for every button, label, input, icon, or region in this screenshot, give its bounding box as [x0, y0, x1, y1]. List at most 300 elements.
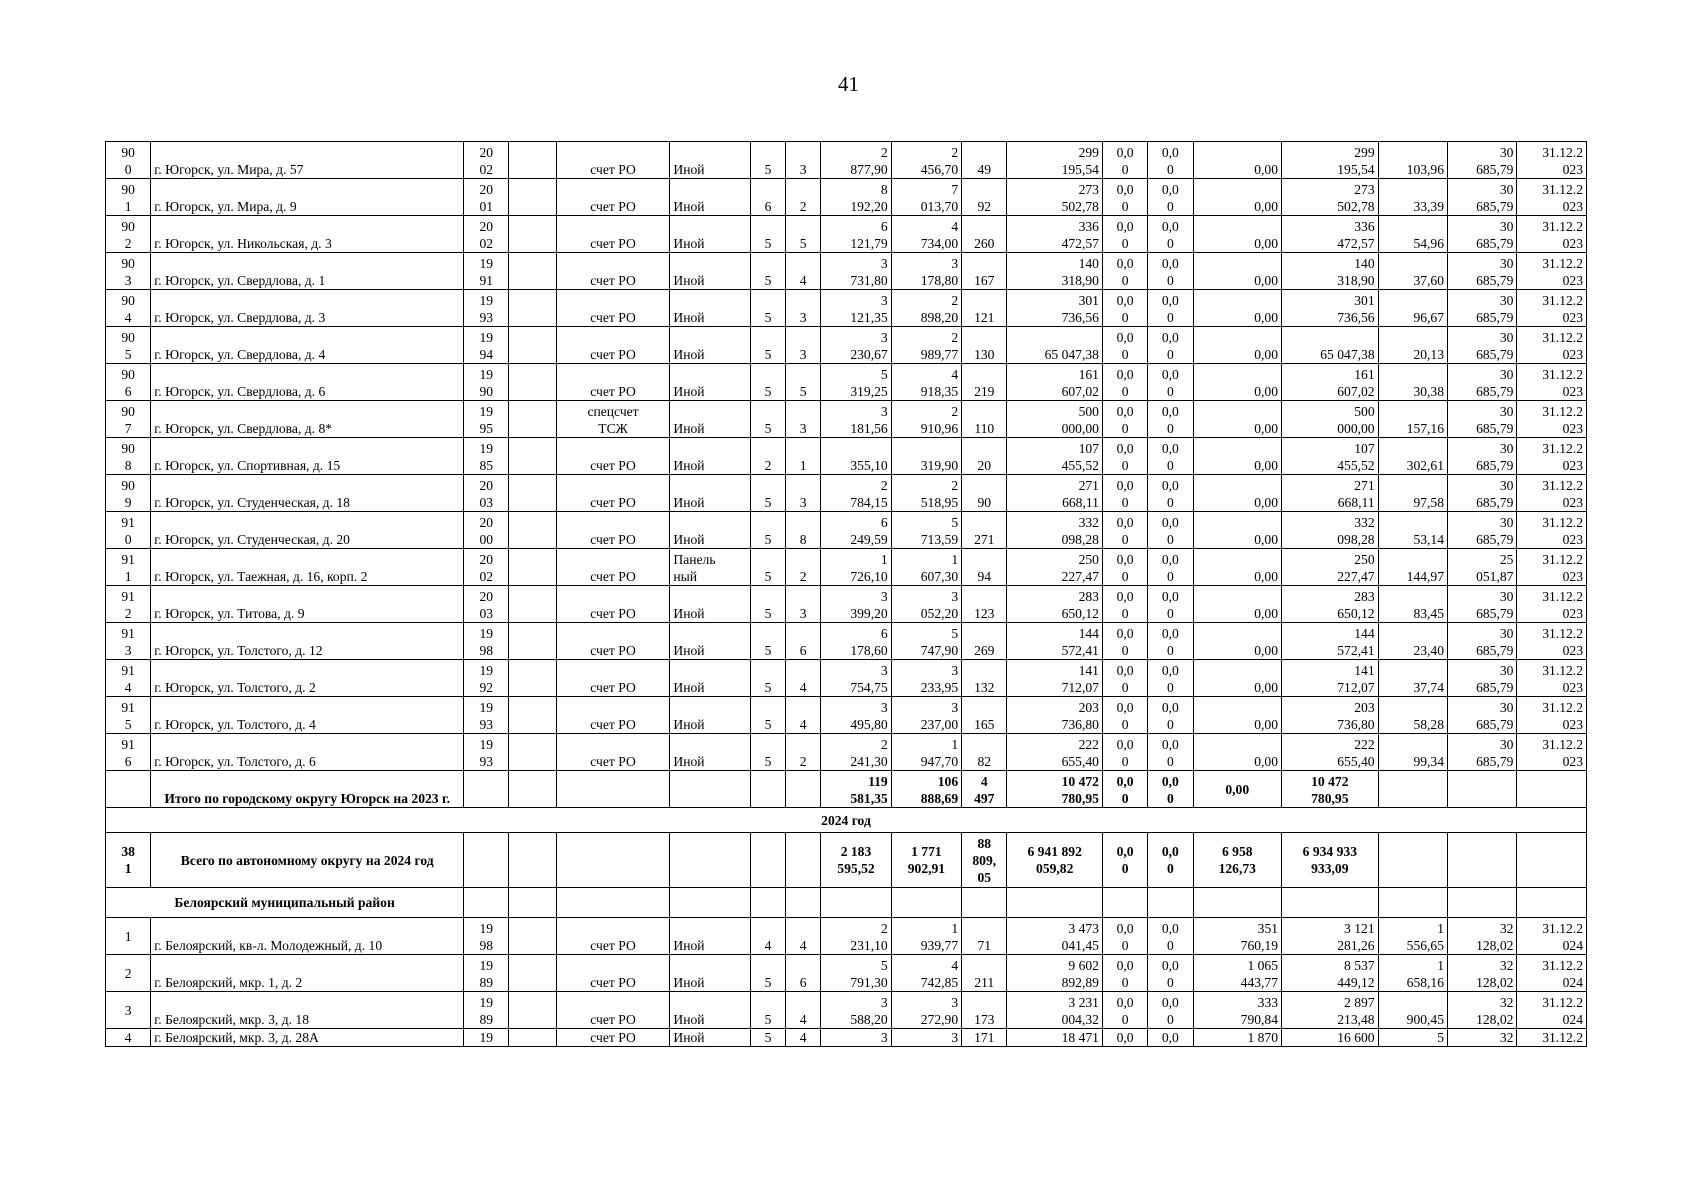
cell-year: 19: [464, 1029, 509, 1047]
table-row: [106, 364, 1587, 401]
cell-fl: 5: [750, 327, 785, 364]
cell-en: 6: [786, 955, 821, 992]
cell-empty: [509, 179, 556, 216]
cell-year: 19 91: [464, 253, 509, 290]
cell-mat: Иной: [670, 216, 750, 253]
cell-empty: [509, 1029, 556, 1047]
cell-f3: 0,00: [1193, 623, 1282, 660]
housing-register-table: [105, 141, 1587, 1047]
cell-f1: 0,0 0: [1102, 179, 1147, 216]
cell-acc: счет РО: [556, 327, 670, 364]
cell-date: 31.12.2 024: [1517, 955, 1587, 992]
cell-spec: 302,61: [1378, 438, 1447, 475]
cell-addr: г. Югорск, ул. Никольская, д. 3: [151, 216, 464, 253]
cell-f1: 0,0 0: [1102, 327, 1147, 364]
cell-f4: 3 121 281,26: [1282, 918, 1379, 955]
cell-date: 31.12.2 023: [1517, 734, 1587, 771]
cell-cost: 332 098,28: [1007, 512, 1103, 549]
cell-f3: 0,00: [1193, 475, 1282, 512]
cell-empty: [509, 364, 556, 401]
cell-f2: 0,0 0: [1148, 179, 1193, 216]
cell-f2: 0,0 0: [1148, 401, 1193, 438]
cell-f3: 333 790,84: [1193, 992, 1282, 1029]
cell-f2: 0,0 0: [1148, 734, 1193, 771]
cell-en: 5: [786, 216, 821, 253]
cell-date: 31.12.2: [1517, 1029, 1587, 1047]
cell-max: 30 685,79: [1448, 179, 1517, 216]
cell-area2: 3 272,90: [891, 992, 961, 1029]
cell-f3: 1 065 443,77: [1193, 955, 1282, 992]
cell-year: 20 02: [464, 142, 509, 179]
cell-spec: 144,97: [1378, 549, 1447, 586]
cell-mat: Иной: [670, 918, 750, 955]
cell-addr: г. Белоярский, мкр. 3, д. 18: [151, 992, 464, 1029]
cell-empty: [509, 697, 556, 734]
cell-people: 20: [962, 438, 1007, 475]
cell-area2: 3 178,80: [891, 253, 961, 290]
cell-cost: 141 712,07: [1007, 660, 1103, 697]
grand-total-area: 2 183 595,52: [821, 833, 891, 888]
cell-area: 3 495,80: [821, 697, 891, 734]
cell-fl: 5: [750, 512, 785, 549]
cell-empty: [509, 475, 556, 512]
year-header: 2024 год: [106, 808, 1587, 833]
grand-total-number: 38 1: [106, 833, 151, 888]
cell-max: 25 051,87: [1448, 549, 1517, 586]
cell-f3: 0,00: [1193, 179, 1282, 216]
cell-acc: счет РО: [556, 660, 670, 697]
cell-people: 71: [962, 918, 1007, 955]
table-row: [106, 253, 1587, 290]
cell-f1: 0,0 0: [1102, 549, 1147, 586]
cell-fl: 5: [750, 1029, 785, 1047]
table-row: [106, 327, 1587, 364]
cell-fl: 5: [750, 586, 785, 623]
cell-f3: 0,00: [1193, 401, 1282, 438]
cell-people: 130: [962, 327, 1007, 364]
cell-spec: 83,45: [1378, 586, 1447, 623]
cell-n: 90 4: [106, 290, 151, 327]
cell-f4: 65 047,38: [1282, 327, 1379, 364]
cell-year: 19 98: [464, 918, 509, 955]
cell-addr: г. Югорск, ул. Свердлова, д. 8*: [151, 401, 464, 438]
grand-total-row: [106, 833, 1587, 888]
table-row: [106, 1029, 1587, 1047]
cell-f2: 0,0 0: [1148, 438, 1193, 475]
cell-date: 31.12.2 023: [1517, 364, 1587, 401]
cell-f4: 8 537 449,12: [1282, 955, 1379, 992]
cell-max: 30 685,79: [1448, 290, 1517, 327]
table-row: [106, 623, 1587, 660]
cell-area2: 3 233,95: [891, 660, 961, 697]
cell-empty: [509, 290, 556, 327]
cell-addr: г. Югорск, ул. Студенческая, д. 20: [151, 512, 464, 549]
cell-acc: счет РО: [556, 955, 670, 992]
cell-fl: 5: [750, 734, 785, 771]
table-row: [106, 142, 1587, 179]
cell-acc: счет РО: [556, 290, 670, 327]
cell-fl: 5: [750, 401, 785, 438]
cell-empty: [509, 512, 556, 549]
cell-en: 4: [786, 1029, 821, 1047]
cell-area2: 3: [891, 1029, 961, 1047]
table-row: [106, 734, 1587, 771]
cell-f4: 107 455,52: [1282, 438, 1379, 475]
cell-fl: 5: [750, 992, 785, 1029]
cell-f2: 0,0 0: [1148, 660, 1193, 697]
cell-cost: 500 000,00: [1007, 401, 1103, 438]
grand-total-cost: 6 941 892 059,82: [1007, 833, 1103, 888]
table-row: [106, 918, 1587, 955]
cell-people: 173: [962, 992, 1007, 1029]
cell-acc: счет РО: [556, 216, 670, 253]
cell-en: 5: [786, 364, 821, 401]
cell-cost: 144 572,41: [1007, 623, 1103, 660]
cell-n: 91 1: [106, 549, 151, 586]
cell-mat: Иной: [670, 697, 750, 734]
cell-f4: 2 897 213,48: [1282, 992, 1379, 1029]
table-row: [106, 549, 1587, 586]
cell-date: 31.12.2 023: [1517, 549, 1587, 586]
cell-fl: 4: [750, 918, 785, 955]
cell-year: 19 90: [464, 364, 509, 401]
cell-f2: 0,0 0: [1148, 475, 1193, 512]
cell-f1: 0,0 0: [1102, 438, 1147, 475]
cell-addr: г. Белоярский, кв-л. Молодежный, д. 10: [151, 918, 464, 955]
cell-date: 31.12.2 023: [1517, 475, 1587, 512]
cell-f1: 0,0: [1102, 1029, 1147, 1047]
cell-acc: счет РО: [556, 438, 670, 475]
cell-date: 31.12.2 023: [1517, 142, 1587, 179]
cell-area: 2 241,30: [821, 734, 891, 771]
cell-spec: 30,38: [1378, 364, 1447, 401]
cell-f1: 0,0 0: [1102, 216, 1147, 253]
cell-fl: 5: [750, 364, 785, 401]
cell-en: 3: [786, 586, 821, 623]
cell-en: 4: [786, 253, 821, 290]
cell-cost: 301 736,56: [1007, 290, 1103, 327]
cell-n: 90 5: [106, 327, 151, 364]
cell-acc: счет РО: [556, 623, 670, 660]
cell-cost: 336 472,57: [1007, 216, 1103, 253]
table-row: [106, 290, 1587, 327]
cell-f3: 0,00: [1193, 697, 1282, 734]
cell-acc: счет РО: [556, 992, 670, 1029]
table-row: [106, 586, 1587, 623]
cell-f2: 0,0 0: [1148, 586, 1193, 623]
cell-en: 2: [786, 179, 821, 216]
cell-year: 19 93: [464, 734, 509, 771]
cell-addr: г. Белоярский, мкр. 3, д. 28А: [151, 1029, 464, 1047]
cell-addr: г. Югорск, ул. Толстого, д. 6: [151, 734, 464, 771]
cell-max: 30 685,79: [1448, 660, 1517, 697]
cell-area: 5 791,30: [821, 955, 891, 992]
cell-date: 31.12.2 024: [1517, 992, 1587, 1029]
cell-n: 90 2: [106, 216, 151, 253]
cell-n: 91 4: [106, 660, 151, 697]
cell-fl: 5: [750, 216, 785, 253]
cell-f2: 0,0 0: [1148, 918, 1193, 955]
cell-year: 19 93: [464, 290, 509, 327]
cell-f1: 0,0 0: [1102, 586, 1147, 623]
cell-f4: 299 195,54: [1282, 142, 1379, 179]
cell-f4: 141 712,07: [1282, 660, 1379, 697]
cell-f2: 0,0 0: [1148, 512, 1193, 549]
cell-area2: 1 607,30: [891, 549, 961, 586]
cell-date: 31.12.2 023: [1517, 179, 1587, 216]
cell-year: 19 85: [464, 438, 509, 475]
cell-mat: Иной: [670, 992, 750, 1029]
grand-total-f1: 0,0 0: [1102, 833, 1147, 888]
cell-n: 90 9: [106, 475, 151, 512]
cell-area2: 7 013,70: [891, 179, 961, 216]
cell-f2: 0,0 0: [1148, 253, 1193, 290]
cell-acc: счет РО: [556, 549, 670, 586]
cell-acc: счет РО: [556, 586, 670, 623]
cell-acc: счет РО: [556, 1029, 670, 1047]
cell-people: 49: [962, 142, 1007, 179]
cell-n: 91 3: [106, 623, 151, 660]
cell-f3: 0,00: [1193, 327, 1282, 364]
cell-addr: г. Югорск, ул. Свердлова, д. 3: [151, 290, 464, 327]
cell-area2: 3 052,20: [891, 586, 961, 623]
cell-fl: 2: [750, 438, 785, 475]
cell-addr: г. Югорск, ул. Спортивная, д. 15: [151, 438, 464, 475]
district-name: Белоярский муниципальный район: [106, 888, 464, 918]
cell-fl: 5: [750, 290, 785, 327]
cell-f4: 336 472,57: [1282, 216, 1379, 253]
cell-f1: 0,0 0: [1102, 697, 1147, 734]
cell-empty: [509, 253, 556, 290]
cell-people: 269: [962, 623, 1007, 660]
cell-f1: 0,0 0: [1102, 512, 1147, 549]
cell-cost: 250 227,47: [1007, 549, 1103, 586]
cell-fl: 5: [750, 697, 785, 734]
table-row: [106, 955, 1587, 992]
cell-f2: 0,0 0: [1148, 623, 1193, 660]
cell-max: 32 128,02: [1448, 955, 1517, 992]
cell-mat: Иной: [670, 660, 750, 697]
cell-f4: 144 572,41: [1282, 623, 1379, 660]
cell-spec: 1 658,16: [1378, 955, 1447, 992]
cell-mat: Иной: [670, 179, 750, 216]
cell-spec: 1 556,65: [1378, 918, 1447, 955]
cell-mat: Иной: [670, 142, 750, 179]
cell-date: 31.12.2 023: [1517, 660, 1587, 697]
cell-area2: 2 989,77: [891, 327, 961, 364]
cell-f2: 0,0: [1148, 1029, 1193, 1047]
cell-people: 92: [962, 179, 1007, 216]
cell-addr: г. Югорск, ул. Свердлова, д. 1: [151, 253, 464, 290]
itogo-label: Итого по городскому округу Югорск на 2023 г.: [151, 771, 464, 808]
cell-date: 31.12.2 023: [1517, 327, 1587, 364]
cell-area: 6 178,60: [821, 623, 891, 660]
district-row: [106, 888, 1587, 918]
cell-en: 3: [786, 290, 821, 327]
cell-people: 260: [962, 216, 1007, 253]
table-row: [106, 401, 1587, 438]
cell-mat: Иной: [670, 955, 750, 992]
cell-max: 30 685,79: [1448, 327, 1517, 364]
cell-max: 30 685,79: [1448, 734, 1517, 771]
cell-f4: 16 600: [1282, 1029, 1379, 1047]
table-row: [106, 660, 1587, 697]
table-row: [106, 512, 1587, 549]
cell-area: 3: [821, 1029, 891, 1047]
cell-max: 30 685,79: [1448, 142, 1517, 179]
cell-date: 31.12.2 023: [1517, 290, 1587, 327]
cell-date: 31.12.2 024: [1517, 918, 1587, 955]
cell-people: 123: [962, 586, 1007, 623]
cell-max: 30 685,79: [1448, 475, 1517, 512]
cell-acc: счет РО: [556, 364, 670, 401]
cell-cost: 140 318,90: [1007, 253, 1103, 290]
cell-f2: 0,0 0: [1148, 327, 1193, 364]
cell-empty: [509, 401, 556, 438]
cell-f4: 271 668,11: [1282, 475, 1379, 512]
cell-date: 31.12.2 023: [1517, 253, 1587, 290]
cell-cost: 107 455,52: [1007, 438, 1103, 475]
cell-people: 132: [962, 660, 1007, 697]
cell-mat: Иной: [670, 438, 750, 475]
cell-cost: 3 473 041,45: [1007, 918, 1103, 955]
cell-date: 31.12.2 023: [1517, 216, 1587, 253]
cell-area2: 5 713,59: [891, 512, 961, 549]
cell-cost: 161 607,02: [1007, 364, 1103, 401]
cell-cost: 18 471: [1007, 1029, 1103, 1047]
cell-area: 3 121,35: [821, 290, 891, 327]
cell-n: 3: [106, 992, 151, 1029]
cell-mat: Иной: [670, 290, 750, 327]
table-row: [106, 697, 1587, 734]
cell-addr: г. Югорск, ул. Студенческая, д. 18: [151, 475, 464, 512]
cell-max: 30 685,79: [1448, 512, 1517, 549]
cell-en: 3: [786, 142, 821, 179]
cell-addr: г. Белоярский, мкр. 1, д. 2: [151, 955, 464, 992]
grand-total-label: Всего по автономному округу на 2024 год: [151, 833, 464, 888]
cell-en: 4: [786, 992, 821, 1029]
cell-spec: 157,16: [1378, 401, 1447, 438]
cell-date: 31.12.2 023: [1517, 586, 1587, 623]
cell-area2: 2 456,70: [891, 142, 961, 179]
cell-fl: 5: [750, 475, 785, 512]
cell-cost: 283 650,12: [1007, 586, 1103, 623]
cell-en: 3: [786, 327, 821, 364]
cell-fl: 5: [750, 142, 785, 179]
cell-acc: счет РО: [556, 512, 670, 549]
cell-mat: Иной: [670, 253, 750, 290]
cell-area2: 1 947,70: [891, 734, 961, 771]
cell-acc: счет РО: [556, 142, 670, 179]
cell-area: 6 249,59: [821, 512, 891, 549]
cell-year: 20 03: [464, 475, 509, 512]
cell-empty: [509, 142, 556, 179]
cell-area: 2 231,10: [821, 918, 891, 955]
cell-people: 90: [962, 475, 1007, 512]
cell-n: 90 3: [106, 253, 151, 290]
cell-n: 4: [106, 1029, 151, 1047]
cell-spec: 37,60: [1378, 253, 1447, 290]
cell-area2: 319,90: [891, 438, 961, 475]
cell-mat: Иной: [670, 401, 750, 438]
cell-addr: г. Югорск, ул. Свердлова, д. 4: [151, 327, 464, 364]
itogo-f3: 0,00: [1193, 771, 1282, 808]
cell-n: 91 0: [106, 512, 151, 549]
cell-f3: 0,00: [1193, 438, 1282, 475]
cell-spec: 99,34: [1378, 734, 1447, 771]
cell-cost: 299 195,54: [1007, 142, 1103, 179]
cell-max: 30 685,79: [1448, 364, 1517, 401]
cell-cost: 222 655,40: [1007, 734, 1103, 771]
cell-f1: 0,0 0: [1102, 734, 1147, 771]
cell-year: 20 01: [464, 179, 509, 216]
cell-max: 30 685,79: [1448, 216, 1517, 253]
cell-f4: 250 227,47: [1282, 549, 1379, 586]
cell-f3: 0,00: [1193, 216, 1282, 253]
cell-f3: 0,00: [1193, 142, 1282, 179]
cell-people: 94: [962, 549, 1007, 586]
cell-year: 19 94: [464, 327, 509, 364]
cell-n: 90 6: [106, 364, 151, 401]
cell-area2: 4 742,85: [891, 955, 961, 992]
cell-max: 30 685,79: [1448, 623, 1517, 660]
cell-year: 19 95: [464, 401, 509, 438]
cell-f2: 0,0 0: [1148, 955, 1193, 992]
cell-f4: 283 650,12: [1282, 586, 1379, 623]
cell-area2: 5 747,90: [891, 623, 961, 660]
cell-date: 31.12.2 023: [1517, 697, 1587, 734]
cell-cost: 3 231 004,32: [1007, 992, 1103, 1029]
itogo-f2: 0,0 0: [1148, 771, 1193, 808]
cell-year: 20 00: [464, 512, 509, 549]
cell-area: 355,10: [821, 438, 891, 475]
cell-en: 2: [786, 734, 821, 771]
cell-people: 82: [962, 734, 1007, 771]
cell-fl: 5: [750, 623, 785, 660]
cell-max: 32 128,02: [1448, 992, 1517, 1029]
cell-n: 91 5: [106, 697, 151, 734]
cell-n: 90 7: [106, 401, 151, 438]
cell-n: 90 1: [106, 179, 151, 216]
cell-f4: 161 607,02: [1282, 364, 1379, 401]
cell-f1: 0,0 0: [1102, 401, 1147, 438]
cell-acc: счет РО: [556, 697, 670, 734]
cell-area: 8 192,20: [821, 179, 891, 216]
cell-area: 1 726,10: [821, 549, 891, 586]
cell-f3: 0,00: [1193, 253, 1282, 290]
cell-f2: 0,0 0: [1148, 142, 1193, 179]
cell-en: 4: [786, 660, 821, 697]
cell-cost: 9 602 892,89: [1007, 955, 1103, 992]
cell-spec: 97,58: [1378, 475, 1447, 512]
cell-mat: Иной: [670, 586, 750, 623]
cell-year: 19 89: [464, 992, 509, 1029]
year-header-row: [106, 808, 1587, 833]
cell-spec: 5: [1378, 1029, 1447, 1047]
cell-fl: 6: [750, 179, 785, 216]
page-number: 41: [838, 72, 859, 96]
cell-f1: 0,0 0: [1102, 253, 1147, 290]
itogo-people: 4 497: [962, 771, 1007, 808]
cell-people: 121: [962, 290, 1007, 327]
cell-f3: 0,00: [1193, 734, 1282, 771]
cell-year: 20 03: [464, 586, 509, 623]
cell-en: 2: [786, 549, 821, 586]
cell-area: 3 399,20: [821, 586, 891, 623]
cell-max: 30 685,79: [1448, 401, 1517, 438]
cell-f3: 0,00: [1193, 586, 1282, 623]
cell-f1: 0,0 0: [1102, 623, 1147, 660]
